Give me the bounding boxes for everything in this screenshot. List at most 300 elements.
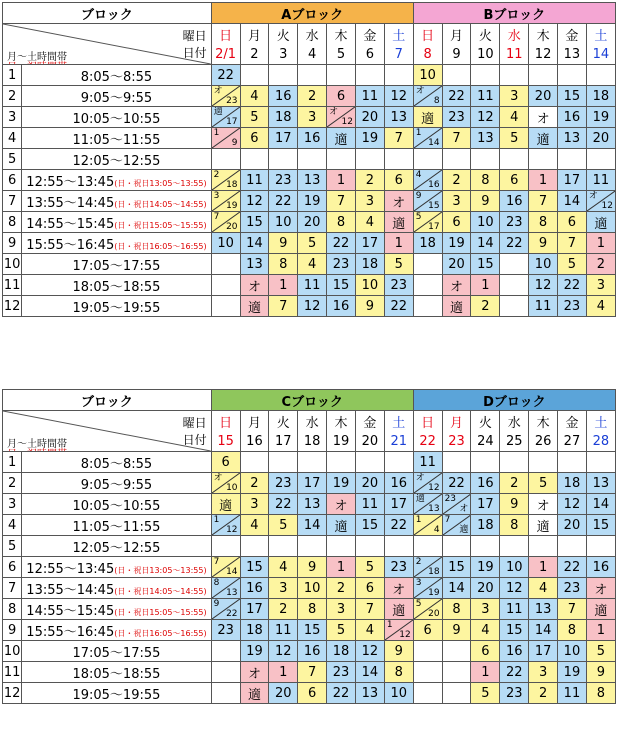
- schedule-cell: [558, 536, 587, 557]
- schedule-cell: [586, 65, 615, 86]
- schedule-cell: [442, 683, 471, 704]
- schedule-cell: 11: [240, 170, 269, 191]
- date-cell: 6: [355, 44, 384, 65]
- day-of-week: 日: [211, 24, 240, 45]
- schedule-cell: 5: [384, 254, 413, 275]
- schedule-cell: 14: [355, 662, 384, 683]
- period-time: [22, 149, 211, 170]
- schedule-cell: 6: [298, 683, 327, 704]
- day-of-week: 火: [269, 411, 298, 432]
- holiday-time: (日・祝日13:05～13:55): [114, 565, 207, 575]
- schedule-cell: [211, 662, 240, 683]
- schedule-cell: 9: [298, 557, 327, 578]
- schedule-cell: 6: [384, 170, 413, 191]
- period-row: [3, 452, 616, 473]
- schedule-cell: 7: [442, 128, 471, 149]
- cell-top-value: 5: [415, 212, 422, 222]
- schedule-cell: 12: [558, 494, 587, 515]
- period-row: [3, 191, 616, 212]
- period-time: [22, 191, 211, 212]
- time-range: 15:55～16:45: [26, 624, 115, 640]
- schedule-cell: 適: [586, 599, 615, 620]
- schedule-cell: 19: [558, 662, 587, 683]
- schedule-cell: 11: [298, 275, 327, 296]
- schedule-cell: [211, 212, 240, 233]
- schedule-cell: 4: [269, 557, 298, 578]
- header-diagonal-cell: [3, 24, 212, 65]
- schedule-cell: 6: [240, 128, 269, 149]
- schedule-cell: オ: [384, 191, 413, 212]
- cell-top-value: 9: [213, 599, 220, 609]
- header-diagonal-cell: [3, 411, 212, 452]
- schedule-cell: 7: [298, 662, 327, 683]
- schedule-cell: [384, 65, 413, 86]
- schedule-cell: 16: [327, 296, 356, 317]
- schedule-cell: [240, 536, 269, 557]
- time-range: 12:05～12:55: [72, 540, 161, 556]
- schedule-cell: 20: [529, 86, 558, 107]
- schedule-cell: [327, 536, 356, 557]
- schedule-cell: 9: [586, 662, 615, 683]
- day-of-week: 土: [586, 411, 615, 432]
- day-of-week: 火: [471, 411, 500, 432]
- schedule-cell: 15: [327, 275, 356, 296]
- period-time: [22, 212, 211, 233]
- schedule-cell: 11: [269, 620, 298, 641]
- holiday-time: (日・祝日15:05～15:55): [114, 607, 207, 617]
- schedule-cell: [500, 65, 529, 86]
- schedule-cell: 22: [384, 296, 413, 317]
- schedule-cell: 適: [586, 212, 615, 233]
- cell-bottom-value: 19: [226, 201, 238, 211]
- schedule-cell: [327, 452, 356, 473]
- schedule-cell: オ: [586, 578, 615, 599]
- period-time: [22, 536, 211, 557]
- schedule-cell: [586, 149, 615, 170]
- schedule-cell: 2: [586, 254, 615, 275]
- schedule-cell: [413, 191, 442, 212]
- schedule-cell: 22: [500, 662, 529, 683]
- schedule-cell: 8: [471, 170, 500, 191]
- schedule-cell: [442, 536, 471, 557]
- schedule-cell: 4: [500, 107, 529, 128]
- date-cell: 20: [355, 431, 384, 452]
- schedule-cell: 13: [558, 128, 587, 149]
- day-of-week: 金: [558, 411, 587, 432]
- schedule-cell: [384, 536, 413, 557]
- schedule-cell: [327, 149, 356, 170]
- schedule-cell: 11: [471, 86, 500, 107]
- period-row: [3, 128, 616, 149]
- schedule-cell: 4: [529, 578, 558, 599]
- schedule-cell: 8: [384, 662, 413, 683]
- schedule-cell: オ: [529, 494, 558, 515]
- cell-top-value: 1: [386, 620, 393, 630]
- cell-top-value: 1: [213, 515, 220, 525]
- day-of-week: 月: [240, 24, 269, 45]
- schedule-cell: [529, 452, 558, 473]
- schedule-cell: [384, 149, 413, 170]
- schedule-cell: 18: [327, 641, 356, 662]
- schedule-cell: 5: [240, 107, 269, 128]
- day-of-week: 水: [298, 411, 327, 432]
- date-cell: 21: [384, 431, 413, 452]
- cell-bottom-value: 13: [226, 588, 238, 598]
- cell-top-value: 8: [213, 578, 220, 588]
- schedule-cell: 10: [269, 212, 298, 233]
- date-cell: 13: [558, 44, 587, 65]
- holiday-time: (日・祝日13:05～13:55): [114, 178, 207, 188]
- schedule-cell: 16: [298, 641, 327, 662]
- schedule-cell: 10: [558, 641, 587, 662]
- schedule-cell: 16: [558, 107, 587, 128]
- schedule-cell: [442, 641, 471, 662]
- day-of-week: 日: [413, 411, 442, 432]
- schedule-cell: 6: [442, 212, 471, 233]
- period-row: [3, 683, 616, 704]
- holiday-time: (日・祝日14:05～14:55): [114, 586, 207, 596]
- schedule-cell: 1: [327, 170, 356, 191]
- schedule-cell: 7: [269, 296, 298, 317]
- schedule-cell: 適: [240, 296, 269, 317]
- schedule-cell: [442, 494, 471, 515]
- period-number: 6: [3, 170, 22, 191]
- time-range: 10:05～10:55: [72, 111, 161, 127]
- cell-top-value: 9: [415, 191, 422, 201]
- schedule-cell: 23: [327, 662, 356, 683]
- period-row: [3, 494, 616, 515]
- schedule-cell: [211, 683, 240, 704]
- schedule-cell: 2: [471, 296, 500, 317]
- schedule-cell: 9: [442, 620, 471, 641]
- schedule-cell: 22: [327, 233, 356, 254]
- schedule-cell: 9: [355, 296, 384, 317]
- date-cell: 23: [442, 431, 471, 452]
- schedule-cell: 13: [384, 107, 413, 128]
- schedule-cell: オ: [442, 275, 471, 296]
- schedule-cell: [211, 107, 240, 128]
- schedule-cell: 18: [471, 515, 500, 536]
- date-cell: 19: [327, 431, 356, 452]
- period-number: 9: [3, 620, 22, 641]
- schedule-cell: [298, 452, 327, 473]
- period-number: 4: [3, 128, 22, 149]
- schedule-cell: 7: [558, 233, 587, 254]
- schedule-cell: [413, 170, 442, 191]
- cell-top-value: 7: [213, 557, 220, 567]
- schedule-cell: [442, 452, 471, 473]
- day-of-week: 土: [384, 24, 413, 45]
- schedule-cell: 6: [471, 641, 500, 662]
- time-range: 17:05～17:55: [72, 645, 161, 661]
- schedule-cell: [298, 536, 327, 557]
- schedule-cell: 23: [384, 275, 413, 296]
- schedule-cell: 17: [529, 641, 558, 662]
- schedule-cell: 19: [442, 233, 471, 254]
- date-cell: 10: [471, 44, 500, 65]
- schedule-cell: 10: [384, 683, 413, 704]
- schedule-cell: 17: [558, 170, 587, 191]
- date-cell: 24: [471, 431, 500, 452]
- schedule-cell: [529, 149, 558, 170]
- period-row: [3, 473, 616, 494]
- period-time: [22, 128, 211, 149]
- schedule-cell: [327, 65, 356, 86]
- time-range: 12:55～13:45: [26, 174, 115, 190]
- period-number: 8: [3, 599, 22, 620]
- schedule-cell: 11: [355, 494, 384, 515]
- schedule-cell: 12: [500, 578, 529, 599]
- schedule-cell: 16: [471, 473, 500, 494]
- schedule-cell: 20: [355, 473, 384, 494]
- schedule-cell: 20: [442, 254, 471, 275]
- day-of-week: 木: [327, 24, 356, 45]
- schedule-cell: 適: [384, 599, 413, 620]
- time-range: 19:05～19:55: [72, 300, 161, 316]
- cell-top-value: 7: [444, 515, 451, 525]
- schedule-cell: [211, 578, 240, 599]
- schedule-cell: 16: [500, 191, 529, 212]
- cell-bottom-value: 22: [226, 609, 238, 619]
- schedule-cell: 10: [471, 212, 500, 233]
- schedule-cell: 8: [586, 683, 615, 704]
- schedule-cell: [413, 86, 442, 107]
- schedule-cell: 3: [586, 275, 615, 296]
- schedule-cell: 6: [355, 578, 384, 599]
- schedule-cell: オ: [529, 107, 558, 128]
- date-cell: 11: [500, 44, 529, 65]
- weekday-slot-label: 月～土時間帯: [7, 439, 67, 450]
- schedule-cell: 3: [500, 86, 529, 107]
- schedule-cell: 4: [471, 620, 500, 641]
- period-row: [3, 212, 616, 233]
- schedule-cell: [298, 65, 327, 86]
- schedule-cell: 1: [586, 233, 615, 254]
- day-of-week: 月: [442, 411, 471, 432]
- cell-top-value: オ: [415, 86, 425, 96]
- schedule-cell: [240, 452, 269, 473]
- schedule-cell: 22: [384, 515, 413, 536]
- time-range: 10:05～10:55: [72, 498, 161, 514]
- schedule-cell: 13: [529, 599, 558, 620]
- schedule-cell: 12: [471, 107, 500, 128]
- schedule-cell: 2: [442, 170, 471, 191]
- schedule-cell: 11: [413, 452, 442, 473]
- date-cell: 2: [240, 44, 269, 65]
- schedule-cell: 7: [529, 191, 558, 212]
- schedule-cell: 19: [355, 128, 384, 149]
- schedule-cell: [471, 149, 500, 170]
- cell-bottom-value: 4: [433, 525, 440, 535]
- schedule-cell: 11: [586, 170, 615, 191]
- schedule-cell: [211, 641, 240, 662]
- date-cell: 26: [529, 431, 558, 452]
- schedule-cell: [413, 296, 442, 317]
- schedule-cell: 18: [269, 107, 298, 128]
- period-row: [3, 296, 616, 317]
- date-cell: 8: [413, 44, 442, 65]
- schedule-cell: 12: [529, 275, 558, 296]
- schedule-cell: オ: [384, 578, 413, 599]
- schedule-cell: 適: [327, 128, 356, 149]
- schedule-cell: 17: [298, 473, 327, 494]
- schedule-cell: 8: [500, 515, 529, 536]
- cell-bottom-value: 9: [231, 138, 238, 148]
- period-number: 3: [3, 107, 22, 128]
- schedule-cell: [211, 170, 240, 191]
- schedule-cell: [500, 275, 529, 296]
- time-range: 12:05～12:55: [72, 153, 161, 169]
- cell-bottom-value: 12: [428, 483, 440, 493]
- period-number: 2: [3, 86, 22, 107]
- cell-top-value: 2: [213, 170, 220, 180]
- time-range: 8:05～8:55: [80, 456, 153, 472]
- schedule-cell: 14: [298, 515, 327, 536]
- period-number: 4: [3, 515, 22, 536]
- schedule-cell: オ: [240, 662, 269, 683]
- schedule-cell: 15: [240, 212, 269, 233]
- schedule-cell: [500, 536, 529, 557]
- schedule-cell: [413, 536, 442, 557]
- schedule-cell: 9: [269, 233, 298, 254]
- schedule-cell: 22: [558, 275, 587, 296]
- schedule-cell: 14: [471, 233, 500, 254]
- block-header-row: [3, 390, 616, 411]
- period-time: [22, 557, 211, 578]
- schedule-cell: 8: [269, 254, 298, 275]
- period-number: 11: [3, 275, 22, 296]
- period-time: [22, 683, 211, 704]
- schedule-cell: [529, 65, 558, 86]
- period-time: [22, 620, 211, 641]
- schedule-cell: [413, 578, 442, 599]
- schedule-cell: 14: [529, 620, 558, 641]
- schedule-cell: 23: [211, 620, 240, 641]
- cell-bottom-value: 12: [601, 201, 613, 211]
- cell-bottom-value: 12: [226, 525, 238, 535]
- schedule-cell: 10: [211, 233, 240, 254]
- schedule-cell: オ: [327, 494, 356, 515]
- day-of-week: 金: [558, 24, 587, 45]
- schedule-cell: 1: [269, 662, 298, 683]
- date-label: 日付: [182, 46, 207, 60]
- block-name: Dブロック: [413, 390, 615, 411]
- period-number: 3: [3, 494, 22, 515]
- schedule-cell: 3: [355, 191, 384, 212]
- cell-bottom-value: 13: [428, 504, 440, 514]
- schedule-cell: [211, 254, 240, 275]
- schedule-cell: 4: [298, 254, 327, 275]
- schedule-cell: 6: [327, 86, 356, 107]
- cell-bottom-value: 16: [428, 180, 440, 190]
- schedule-cell: 6: [558, 212, 587, 233]
- cell-bottom-value: 17: [428, 222, 440, 232]
- schedule-cell: 4: [240, 86, 269, 107]
- schedule-cell: [269, 149, 298, 170]
- cell-top-value: オ: [329, 107, 339, 117]
- schedule-cell: 適: [384, 212, 413, 233]
- schedule-cell: [269, 536, 298, 557]
- schedule-cell: 13: [298, 494, 327, 515]
- schedule-cell: 適: [413, 107, 442, 128]
- schedule-cell: 9: [384, 641, 413, 662]
- schedule-cell: 23: [327, 254, 356, 275]
- schedule-cell: [442, 662, 471, 683]
- cell-bottom-value: 20: [226, 222, 238, 232]
- schedule-cell: [355, 65, 384, 86]
- schedule-cell: 4: [355, 212, 384, 233]
- schedule-cell: 2: [529, 683, 558, 704]
- schedule-table-a-b: [2, 2, 616, 317]
- period-row: [3, 578, 616, 599]
- time-range: 11:05～11:55: [72, 519, 161, 535]
- period-time: [22, 641, 211, 662]
- cell-top-value: 5: [415, 599, 422, 609]
- date-cell: 27: [558, 431, 587, 452]
- schedule-cell: 5: [298, 233, 327, 254]
- schedule-cell: 1: [384, 233, 413, 254]
- day-of-week: 月: [240, 411, 269, 432]
- date-cell: 3: [269, 44, 298, 65]
- cell-top-value: 1: [415, 515, 422, 525]
- schedule-cell: [211, 536, 240, 557]
- schedule-cell: 5: [558, 254, 587, 275]
- schedule-cell: [558, 65, 587, 86]
- period-time: [22, 452, 211, 473]
- schedule-cell: [413, 212, 442, 233]
- schedule-cell: 14: [586, 494, 615, 515]
- schedule-cell: 10: [355, 275, 384, 296]
- schedule-cell: 4: [586, 296, 615, 317]
- schedule-cell: 5: [500, 128, 529, 149]
- date-cell: 12: [529, 44, 558, 65]
- schedule-cell: 14: [558, 191, 587, 212]
- period-row: [3, 557, 616, 578]
- schedule-cell: 2: [298, 86, 327, 107]
- schedule-cell: 15: [355, 515, 384, 536]
- block-label: ブロック: [3, 390, 212, 411]
- period-time: [22, 515, 211, 536]
- schedule-cell: 10: [529, 254, 558, 275]
- schedule-cell: [211, 191, 240, 212]
- schedule-cell: 20: [471, 578, 500, 599]
- schedule-cell: 20: [586, 128, 615, 149]
- schedule-cell: 15: [500, 620, 529, 641]
- time-range: 13:55～14:45: [26, 582, 115, 598]
- period-row: [3, 65, 616, 86]
- day-of-week: 日: [211, 411, 240, 432]
- schedule-cell: 20: [355, 107, 384, 128]
- period-row: [3, 620, 616, 641]
- cell-top-value: オ: [415, 473, 425, 483]
- schedule-cell: 適: [442, 296, 471, 317]
- day-of-week: 水: [500, 24, 529, 45]
- schedule-cell: [500, 296, 529, 317]
- period-row: [3, 107, 616, 128]
- schedule-cell: 3: [442, 191, 471, 212]
- period-time: [22, 578, 211, 599]
- schedule-cell: 13: [298, 170, 327, 191]
- schedule-cell: 13: [471, 128, 500, 149]
- schedule-cell: 17: [355, 233, 384, 254]
- schedule-cell: オ: [240, 275, 269, 296]
- schedule-cell: 23: [500, 683, 529, 704]
- cell-top-value: 3: [415, 578, 422, 588]
- day-of-week: 金: [355, 411, 384, 432]
- day-of-week: 土: [586, 24, 615, 45]
- schedule-cell: 12: [240, 191, 269, 212]
- schedule-cell: 22: [269, 191, 298, 212]
